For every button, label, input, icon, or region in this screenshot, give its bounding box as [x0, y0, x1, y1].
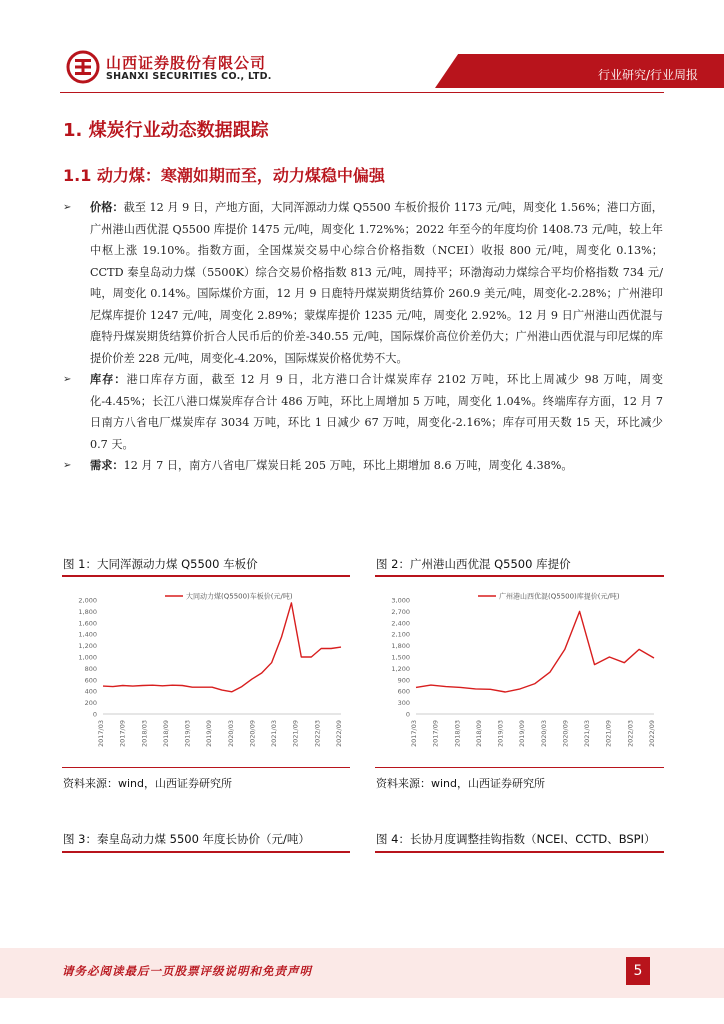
x-tick-label: 2020/03 [539, 720, 548, 748]
bullet-inventory [63, 369, 663, 455]
series-line [416, 611, 654, 692]
x-tick-label: 2020/03 [226, 720, 235, 748]
x-tick-label: 2019/09 [205, 720, 214, 748]
x-tick-label: 2022/03 [313, 720, 322, 748]
figure-1-bottom-rule [62, 767, 350, 768]
y-tick-label: 1,400 [78, 630, 97, 639]
x-tick-label: 2017/03 [410, 720, 418, 748]
company-logo-icon [66, 50, 100, 84]
figure-4-title: 图 4：长协月度调整挂钩指数（NCEI、CCTD、BSPI） [376, 832, 656, 846]
x-tick-label: 2022/09 [335, 720, 343, 748]
footer-disclaimer: 请务必阅读最后一页股票评级说明和免责声明 [62, 964, 312, 978]
y-tick-label: 0 [405, 710, 410, 719]
x-tick-label: 2017/03 [97, 720, 105, 748]
y-tick-label: 1,800 [78, 607, 97, 616]
chart-svg [63, 582, 353, 764]
y-tick-label: 1,600 [78, 619, 97, 628]
arrow-bullet-icon: ➢ [63, 460, 72, 471]
chart-svg [376, 582, 666, 764]
y-tick-label: 900 [397, 676, 410, 685]
header-divider [60, 92, 664, 93]
chart-guangzhou-price [376, 582, 666, 764]
company-name-cn: 山西证券股份有限公司 [106, 54, 267, 72]
bullet-text: 港口库存方面，截至 12 月 9 日，北方港口合计煤炭库存 2102 万吨，环比上周减少 98 万吨，周变化-4.45%；长江八港口煤炭库存合计 486 万吨，环比上周增加 5 万吨，周变化 1.04%。终端库存方面，12 月 7 日南方八省电厂煤炭库存 3034 万吨，环比 1 日减少 67 万吨，周变化-2.16%；库存可用天数 15 天，环比减少 0.7 天。 [90, 373, 663, 451]
y-tick-label: 1,000 [78, 653, 97, 662]
bullet-price [63, 197, 663, 369]
x-tick-label: 2017/09 [431, 720, 440, 748]
x-tick-label: 2021/03 [270, 720, 279, 748]
arrow-bullet-icon: ➢ [63, 374, 72, 385]
y-tick-label: 1,200 [78, 642, 97, 651]
x-tick-label: 2020/09 [561, 720, 570, 748]
figure-2-title: 图 2：广州港山西优混 Q5500 库提价 [376, 557, 571, 571]
y-tick-label: 2,400 [391, 619, 410, 628]
x-tick-label: 2021/09 [604, 720, 613, 748]
bullet-label: 价格： [90, 200, 124, 214]
x-tick-label: 2019/03 [183, 720, 192, 748]
figure-2-bottom-rule [375, 767, 664, 768]
bullet-text: 12 月 7 日，南方八省电厂煤炭日耗 205 万吨，环比上期增加 8.6 万吨，周变化 4.38%。 [123, 459, 573, 472]
y-tick-label: 200 [84, 699, 97, 708]
y-tick-label: 2,000 [78, 596, 97, 605]
figure-2-source: 资料来源：wind，山西证券研究所 [376, 777, 546, 790]
x-tick-label: 2022/09 [648, 720, 656, 748]
y-tick-label: 1,800 [391, 642, 410, 651]
figure-2-top-rule [375, 575, 664, 577]
arrow-bullet-icon: ➢ [63, 202, 72, 213]
x-tick-label: 2021/03 [583, 720, 592, 748]
y-tick-label: 0 [92, 710, 97, 719]
figure-1-source: 资料来源：wind，山西证券研究所 [63, 777, 233, 790]
y-tick-label: 3,000 [391, 596, 410, 605]
x-tick-label: 2020/09 [248, 720, 257, 748]
series-line [103, 603, 341, 692]
section-heading: 1. 煤炭行业动态数据跟踪 [63, 120, 269, 141]
figure-1-title: 图 1：大同浑源动力煤 Q5500 车板价 [63, 557, 258, 571]
y-tick-label: 400 [84, 687, 97, 696]
x-tick-label: 2019/09 [518, 720, 527, 748]
x-tick-label: 2019/03 [496, 720, 505, 748]
bullet-label: 库存： [90, 372, 127, 386]
page-header [0, 0, 724, 100]
page-number: 5 [626, 957, 650, 985]
figure-4-top-rule [375, 851, 664, 853]
y-tick-label: 800 [84, 664, 97, 673]
bullet-list [63, 197, 663, 477]
company-name-en: SHANXI SECURITIES CO., LTD. [106, 71, 272, 82]
figure-3-title: 图 3：秦皇岛动力煤 5500 年度长协价（元/吨） [63, 832, 310, 846]
figure-3-top-rule [62, 851, 350, 853]
y-tick-label: 600 [397, 687, 410, 696]
bullet-label: 需求： [90, 458, 124, 472]
x-tick-label: 2017/09 [118, 720, 127, 748]
legend-label: 广州港山西优混(Q5500)库提价(元/吨) [499, 592, 620, 601]
y-tick-label: 1,200 [391, 664, 410, 673]
x-tick-label: 2022/03 [626, 720, 635, 748]
x-tick-label: 2018/03 [453, 720, 462, 748]
x-tick-label: 2021/09 [291, 720, 300, 748]
section-tag: 行业研究/行业周报 [597, 68, 698, 82]
subsection-heading: 1.1 动力煤：寒潮如期而至，动力煤稳中偏强 [63, 166, 385, 185]
figure-1-top-rule [62, 575, 350, 577]
y-tick-label: 2,100 [391, 630, 410, 639]
chart-datong-price [63, 582, 353, 764]
y-tick-label: 600 [84, 676, 97, 685]
y-tick-label: 1,500 [391, 653, 410, 662]
x-tick-label: 2018/03 [140, 720, 149, 748]
x-tick-label: 2018/09 [161, 720, 170, 748]
x-tick-label: 2018/09 [474, 720, 483, 748]
y-tick-label: 300 [397, 699, 410, 708]
y-tick-label: 2,700 [391, 607, 410, 616]
bullet-text: 截至 12 月 9 日，产地方面，大同浑源动力煤 Q5500 车板价报价 1173 元/吨，周变化 1.56%；港口方面，广州港山西优混 Q5500 库提价 1475 元/吨，周变化 1.72%%；2022 年至今的年度均价 1408.73 元/吨，较上年中枢上涨 19.10%。指数方面，全国煤炭交易中心综合价格指数（NCEI）收报 800 元/吨，周变化 0.13%；CCTD 秦皇岛动力煤（5500K）综合交易价格指数 813 元/吨，周持平；环渤海动力煤综合平均价格指数 734 元/吨，周变化 0.14%。国际煤价方面，12 月 9 日鹿特丹煤炭期货结算价 260.9 美元/吨，周变化-2.28%；广州港印尼煤库提价 1247 元/吨，周变化 2.89%；蒙煤库提价 1235 元/吨，周变化 2.92%。12 月 9 日广州港山西优混与鹿特丹煤炭期货结算价折合人民币后的价差-340.55 元/吨，国际煤价高位价差仍大；广州港山西优混与印尼煤的库提价价差 228 元/吨，周变化-4.20%，国际煤炭价格优势不大。 [90, 201, 663, 365]
legend-label: 大同动力煤(Q5500)车板价(元/吨) [186, 592, 293, 601]
bullet-demand [63, 455, 663, 477]
